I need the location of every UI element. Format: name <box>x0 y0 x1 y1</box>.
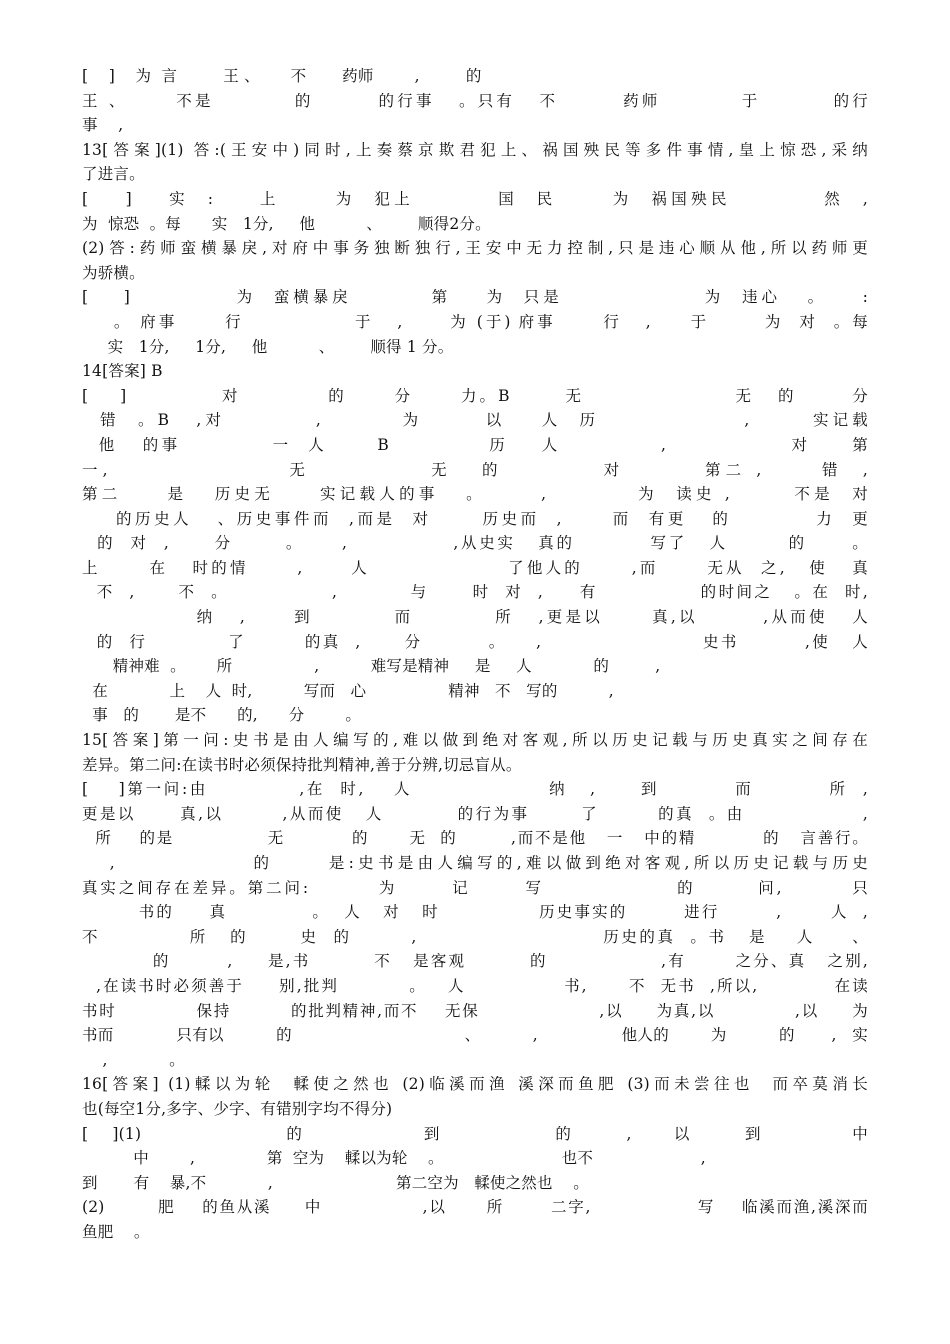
text-line: [ ]第一问:由 ,在 时, 人 纳 , 到 而 所 , <box>82 780 868 799</box>
document-body <box>82 64 868 1245</box>
text-line: ,在读书时必须善于 别,批判 。 人 书, 不 无书 ,所以, 在读 <box>82 976 868 995</box>
text-line: 到 有 暴,不 , 第二空为 輮使之然也 。 <box>82 1173 589 1192</box>
text-line: 更是以 真,以 ,从而使 人 的行为事 了 的真 。由 , <box>82 804 868 823</box>
text-line: 。 府事 行 于 , 为 (于) 府事 行 , 于 为 对 。每 <box>82 312 868 331</box>
text-line: [ ](1) 的 到 的 , 以 到 中 <box>82 1124 868 1143</box>
text-line: 也(每空1分,多字、少字、有错别字均不得分) <box>82 1099 393 1118</box>
text-line: 一, 无 无 的 对 第二 , 错 , <box>82 460 868 479</box>
text-line: 中 , 第 空为 輮以为轮 。 也不 , <box>82 1149 706 1168</box>
text-line: 事 , <box>82 116 124 135</box>
text-line: 书而 只有以 的 、 , 他人的 为 的 , 实 <box>82 1026 868 1045</box>
text-line: 鱼肥 。 <box>82 1222 150 1241</box>
text-line: (2)答:药师蛮横暴戾,对府中事务独断独行,王安中无力控制,只是违心顺从他,所以药师更 <box>82 239 868 258</box>
text-line: (2) 肥 的鱼从溪 中 ,以 所 二字, 写 临溪而渔,溪深而 <box>82 1198 868 1217</box>
text-line: 书时 保持 的批判精神,而不 无保 ,以 为真,以 ,以 为 <box>82 1001 868 1020</box>
text-line: 为 惊恐 。每 实 1分, 他 、 顺得2分。 <box>82 214 491 233</box>
text-line: [ ] 实 : 上 为 犯上 国 民 为 祸国殃民 然 , <box>82 189 868 208</box>
text-line: [ ] 为 蛮横暴戾 第 为 只是 为 违心 。 : <box>82 288 868 307</box>
text-line: 上 在 时的情 , 人 了他人的 ,而 无从 之, 使 真 <box>82 558 868 577</box>
text-line: 的 , 是,书 不 是客观 的 ,有 之分、真 之别, <box>82 952 868 971</box>
text-line: 不 所 的 史 的 , 历史的真 。书 是 人 、 <box>82 927 868 946</box>
text-line: 书的 真 。 人 对 时 历史事实的 进行 , 人 , <box>82 903 868 922</box>
text-line: 纳 , 到 而 所 ,更是以 真,以 ,从而使 人 <box>82 608 868 627</box>
text-line: 王 、 不是 的 的行事 。只有 不 药师 于 的行 <box>82 91 868 110</box>
text-line: 事 的 是不 的, 分 。 <box>82 706 362 725</box>
text-line: 14[答案] B <box>82 362 163 381</box>
text-line: 13[答案](1) 答:(王安中)同时,上奏蔡京欺君犯上、祸国殃民等多件事情,皇上惊恐,采纳 <box>82 140 868 159</box>
text-line: 的 对 , 分 。 , ,从史实 真的 写了 人 的 。 <box>82 534 868 553</box>
text-line: 差异。第二问:在读书时必须保持批判精神,善于分辨,切忌盲从。 <box>82 755 522 774</box>
text-line: 第二 是 历史无 实记载人的事 。 , 为 读史 , 不是 对 <box>82 485 868 504</box>
text-line: 他 的事 一 人 B 历 人 , 对 第 <box>82 435 868 454</box>
text-line: 所 的是 无 的 无 的 ,而不是他 一 中的精 的 言善行。 <box>82 829 868 848</box>
text-line: 不 , 不 。 , 与 时 对 , 有 的时间之 。在 时, <box>82 583 868 602</box>
text-line: 实 1分, 1分, 他 、 顺得 1 分。 <box>82 337 454 356</box>
text-line: 了进言。 <box>82 165 145 184</box>
text-line: [ ] 对 的 分 力。B 无 无 的 分 <box>82 386 868 405</box>
text-line: , 。 <box>82 1050 185 1069</box>
text-line: 16[答案] (1)輮以为轮 輮使之然也 (2)临溪而渔 溪深而鱼肥 (3)而未尝往也 而卒莫消长 <box>82 1075 868 1094</box>
text-line: 错 。B ,对 , 为 以 人 历 , 实记载 <box>82 411 868 430</box>
text-line: [ ] 为 言 王 、 不 药师 , 的 <box>82 67 482 85</box>
text-line: 精神难 。 所 , 难写是精神 是 人 的 , <box>82 657 661 676</box>
text-line: 真实之间存在差异。第二问: 为 记 写 的 问, 只 <box>82 878 868 897</box>
text-line: , 的 是:史书是由人编写的,难以做到绝对客观,所以历史记载与历史 <box>82 854 868 872</box>
text-line: 的历史人 、历史事件而 ,而是 对 历史而 , 而 有更 的 力 更 <box>82 509 868 528</box>
text-line: 为骄横。 <box>82 263 145 282</box>
text-line: 在 上 人 时, 写而 心 精神 不 写的 , <box>82 681 614 700</box>
text-line: 的 行 了 的真 , 分 。 , 史书 ,使 人 <box>82 632 868 651</box>
text-line: 15[答案]第一问:史书是由人编写的,难以做到绝对客观,所以历史记载与历史真实之间存在 <box>82 731 868 750</box>
